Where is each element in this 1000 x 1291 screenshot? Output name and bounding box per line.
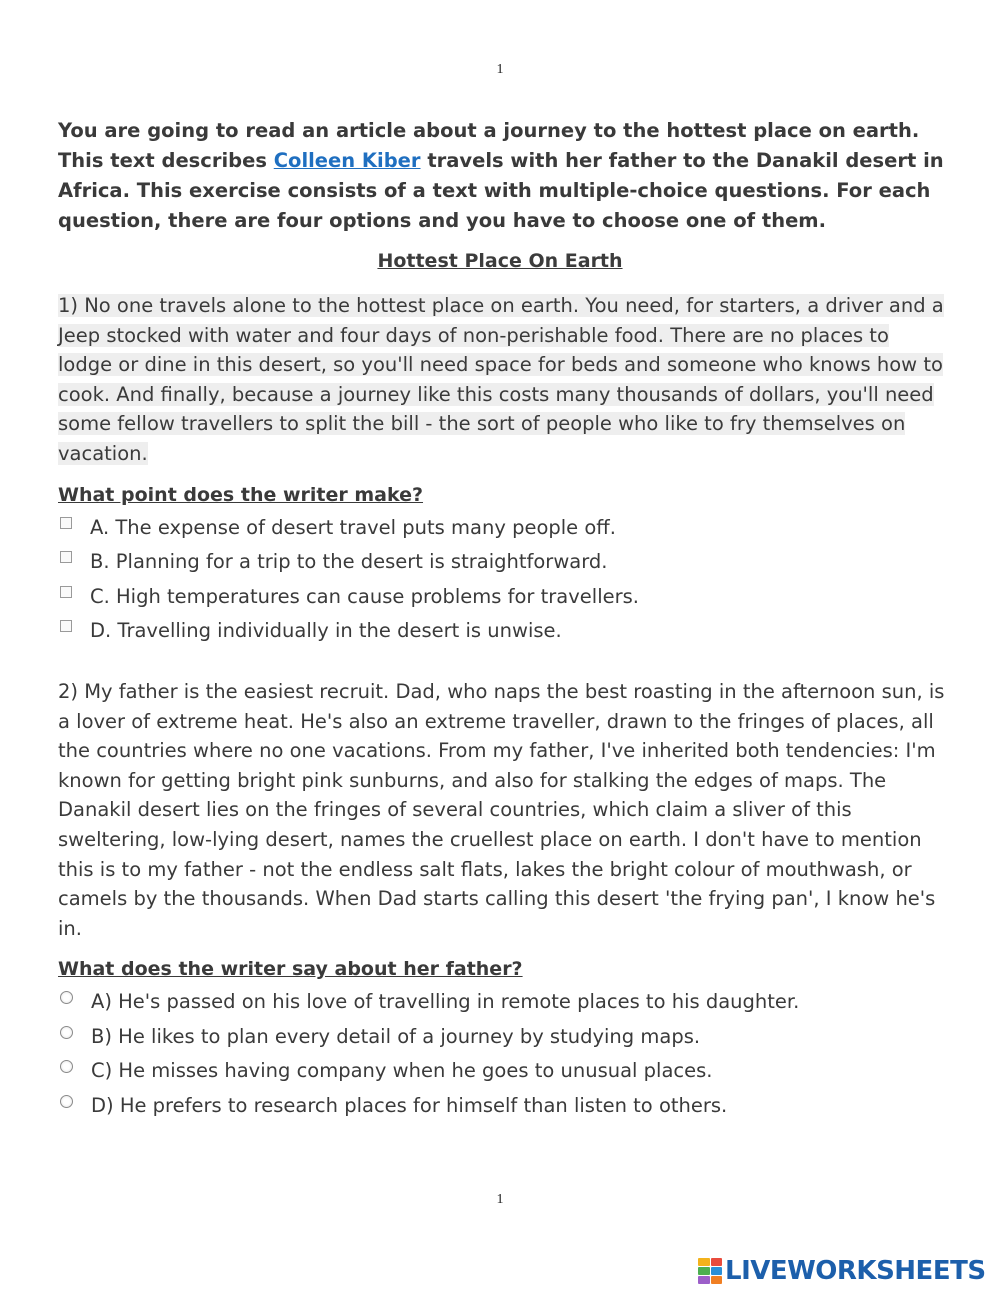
liveworksheets-logo[interactable] <box>698 1256 986 1286</box>
passage-1 <box>58 291 948 469</box>
question-2-option-b[interactable] <box>60 1025 700 1048</box>
radio-option-a[interactable] <box>60 991 73 1004</box>
option-label: D) He prefers to research places for himself than listen to others. <box>91 1094 728 1117</box>
option-label: C. High temperatures can cause problems for travellers. <box>90 585 639 608</box>
question-2: What does the writer say about her father? <box>58 958 523 980</box>
option-label: C) He misses having company when he goes to unusual places. <box>91 1059 713 1082</box>
option-label: A) He's passed on his love of travelling in remote places to his daughter. <box>91 990 800 1013</box>
logo-blocks-icon <box>698 1258 722 1284</box>
question-2-option-d[interactable] <box>60 1094 727 1117</box>
intro-paragraph <box>58 116 948 236</box>
passage-2 <box>58 677 948 943</box>
passage-2-text: 2) My father is the easiest recruit. Dad, who naps the best roasting in the afternoon sun, is a lover of extreme heat. He's also an extreme traveller, drawn to the fringes of places, all the countries where no one vacations. From my father, I've inherited both tendencies: I'm known for getting bright pink sunburns, and also for stalking the edges of maps. The Danakil desert lies on the fringes of several countries, which claim a sliver of this sweltering, low-lying desert, names the cruellest place on earth. I don't have to mention this is to my father - not the endless salt flats, lakes the bright colour of mouthwash, or camels by the thousands. When Dad starts calling this desert 'the frying pan', I know he's in. <box>58 680 945 940</box>
radio-option-d[interactable] <box>60 1095 73 1108</box>
article-title: Hottest Place On Earth <box>377 250 623 272</box>
question-2-option-c[interactable] <box>60 1059 712 1082</box>
question-1: What point does the writer make? <box>58 484 424 506</box>
question-1-option-a[interactable] <box>60 516 616 539</box>
page-number-top: 1 <box>496 62 504 77</box>
checkbox-option-a[interactable] <box>60 517 72 529</box>
radio-option-b[interactable] <box>60 1026 73 1039</box>
intro-text-part1: You are going to read an article about a journey to the hottest place on earth. This text describes <box>58 119 920 172</box>
option-label: B. Planning for a trip to the desert is straightforward. <box>90 550 608 573</box>
option-label: B) He likes to plan every detail of a journey by studying maps. <box>91 1025 701 1048</box>
option-label: A. The expense of desert travel puts many people off. <box>90 516 616 539</box>
page-number-bottom: 1 <box>496 1192 504 1207</box>
colleen-kiber-link[interactable]: Colleen Kiber <box>273 149 421 172</box>
intro-text-part2: travels with her father to the Danakil desert in Africa. This exercise consists of a text with multiple-choice questions. For each question, there are four options and you have to choose one of them. <box>58 149 944 232</box>
question-1-option-d[interactable] <box>60 619 562 642</box>
logo-text: LIVEWORKSHEETS <box>725 1256 986 1286</box>
option-label: D. Travelling individually in the desert is unwise. <box>90 619 562 642</box>
question-2-option-a[interactable] <box>60 990 799 1013</box>
checkbox-option-c[interactable] <box>60 586 72 598</box>
checkbox-option-b[interactable] <box>60 551 72 563</box>
radio-option-c[interactable] <box>60 1060 73 1073</box>
question-1-option-c[interactable] <box>60 585 639 608</box>
passage-1-text: 1) No one travels alone to the hottest place on earth. You need, for starters, a driver and a Jeep stocked with water and four days of non-perishable food. There are no places to lodge or dine in this desert, so you'll need space for beds and someone who knows how to cook. And finally, because a journey like this costs many thousands of dollars, you'll need some fellow travellers to split the bill - the sort of people who like to fry themselves on vacation. <box>58 294 944 465</box>
question-1-option-b[interactable] <box>60 550 607 573</box>
checkbox-option-d[interactable] <box>60 620 72 632</box>
